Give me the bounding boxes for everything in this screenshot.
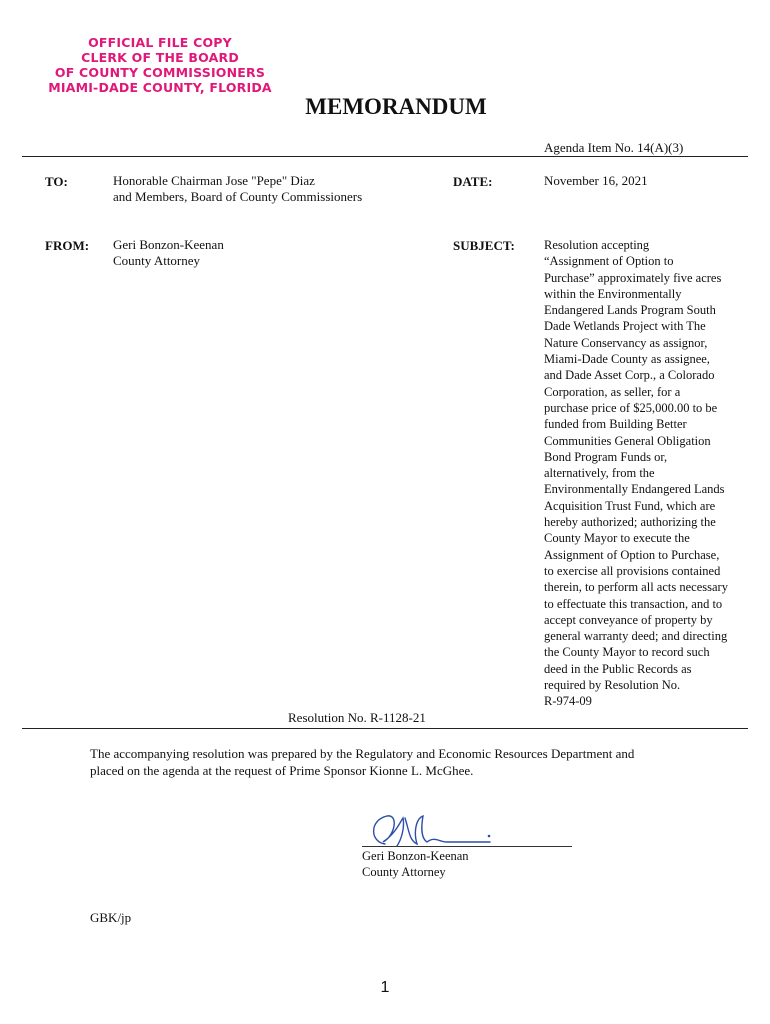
stamp-line: OFFICIAL FILE COPY xyxy=(88,35,232,50)
signature-line-text: Geri Bonzon-Keenan xyxy=(362,849,469,863)
subject-line: Purchase” approximately five acres xyxy=(544,270,722,285)
typist-initials: GBK/jp xyxy=(90,910,132,925)
signature-line-text: County Attorney xyxy=(362,865,446,879)
subject-line: required by Resolution No. xyxy=(544,678,681,693)
to-line: Honorable Chairman Jose "Pepe" Diaz xyxy=(113,173,315,188)
to-label: TO: xyxy=(45,174,68,189)
subject-line: Environmentally Endangered Lands xyxy=(544,482,725,497)
subject-line: funded from Building Better xyxy=(544,417,687,432)
from-line: Geri Bonzon-Keenan xyxy=(113,237,224,252)
agenda-item-number: Agenda Item No. 14(A)(3) xyxy=(544,140,684,155)
date-label: DATE: xyxy=(453,174,493,189)
body-divider xyxy=(22,728,748,729)
subject-line: hereby authorized; authorizing the xyxy=(544,515,716,530)
from-label: FROM: xyxy=(45,238,90,253)
body-line: placed on the agenda at the request of Prime Sponsor Kionne L. McGhee. xyxy=(90,763,474,778)
subject-line: purchase price of $25,000.00 to be xyxy=(544,400,718,415)
signature-name xyxy=(362,848,469,880)
subject-line: Dade Wetlands Project with The xyxy=(544,319,706,334)
subject-line: Miami-Dade County as assignee, xyxy=(544,352,710,367)
to-line: and Members, Board of County Commissioners xyxy=(113,189,363,205)
header-divider xyxy=(22,156,748,157)
subject-line: Bond Program Funds or, xyxy=(544,449,668,464)
subject-line: and Dade Asset Corp., a Colorado xyxy=(544,368,715,383)
subject-line: therein, to perform all acts necessary xyxy=(544,580,728,595)
subject-line: Corporation, as seller, for a xyxy=(544,384,681,399)
subject-line: Communities General Obligation xyxy=(544,433,711,448)
subject-line: Nature Conservancy as assignor, xyxy=(544,335,708,350)
subject-text xyxy=(544,237,756,710)
date-value: November 16, 2021 xyxy=(544,173,648,188)
subject-line: County Mayor to execute the xyxy=(544,531,690,546)
signature-line xyxy=(362,846,572,847)
subject-line: within the Environmentally xyxy=(544,286,682,301)
from-line: County Attorney xyxy=(113,253,201,269)
subject-line: alternatively, from the xyxy=(544,466,655,481)
subject-line: R-974-09 xyxy=(544,694,592,709)
subject-line: the County Mayor to record such xyxy=(544,645,710,660)
page-number: 1 xyxy=(380,979,390,996)
subject-line: Acquisition Trust Fund, which are xyxy=(544,498,716,513)
resolution-number: Resolution No. R-1128-21 xyxy=(288,710,426,725)
body-line: The accompanying resolution was prepared by the Regulatory and Economic Resources Department and xyxy=(90,746,635,761)
from-sender xyxy=(113,237,224,270)
memo-body xyxy=(90,745,730,779)
subject-line: Resolution accepting xyxy=(544,238,650,252)
subject-line: accept conveyance of property by xyxy=(544,612,713,627)
subject-line: to effectuate this transaction, and to xyxy=(544,596,723,611)
subject-label: SUBJECT: xyxy=(453,238,515,253)
subject-line: to exercise all provisions contained xyxy=(544,563,721,578)
subject-line: “Assignment of Option to xyxy=(544,254,674,269)
subject-line: general warranty deed; and directing xyxy=(544,629,728,644)
to-recipient xyxy=(113,173,362,206)
subject-line: Endangered Lands Program South xyxy=(544,303,716,318)
page-title: MEMORANDUM xyxy=(305,94,487,119)
stamp-line: CLERK OF THE BOARD xyxy=(81,50,239,65)
subject-line: deed in the Public Records as xyxy=(544,661,692,676)
official-file-copy-stamp xyxy=(20,35,300,95)
stamp-line: MIAMI-DADE COUNTY, FLORIDA xyxy=(48,80,272,95)
stamp-line: OF COUNTY COMMISSIONERS xyxy=(54,65,266,80)
subject-line: Assignment of Option to Purchase, xyxy=(544,547,720,562)
